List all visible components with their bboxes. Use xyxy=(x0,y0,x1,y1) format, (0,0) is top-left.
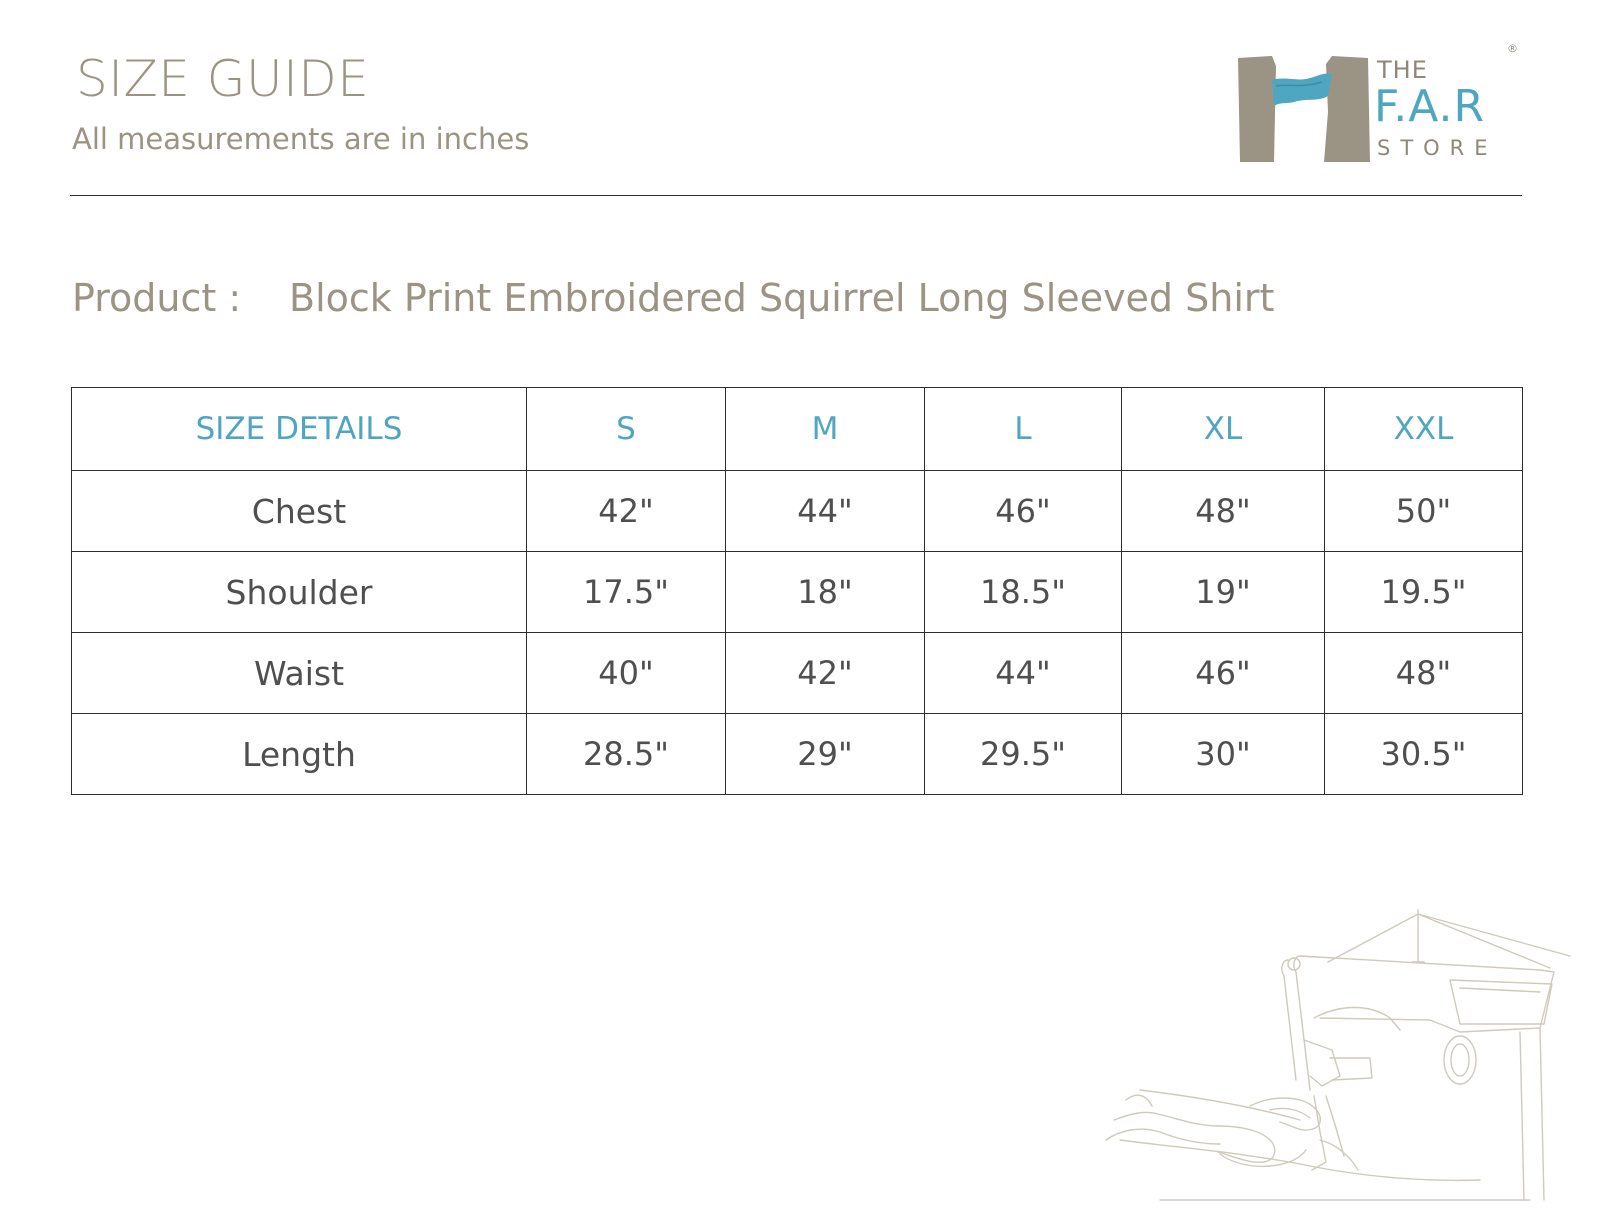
table-cell: 44" xyxy=(726,471,925,552)
table-cell: 18" xyxy=(726,552,925,633)
header-size-xxl: XXL xyxy=(1325,388,1523,471)
product-label: Product : xyxy=(72,276,242,320)
table-cell: 19" xyxy=(1122,552,1325,633)
page-title: SIZE GUIDE xyxy=(76,50,370,108)
table-header-row xyxy=(72,388,1523,471)
table-row-length xyxy=(72,714,1523,795)
product-name: Block Print Embroidered Squirrel Long Sleeved Shirt xyxy=(289,276,1275,320)
brand-logo xyxy=(1236,40,1526,172)
row-label: Chest xyxy=(72,471,527,552)
header-divider xyxy=(70,195,1522,196)
table-cell: 30" xyxy=(1122,714,1325,795)
logo-text-the: THE xyxy=(1377,56,1428,84)
registered-mark: ® xyxy=(1507,42,1518,55)
table-cell: 46" xyxy=(1122,633,1325,714)
logo-text-far: F.A.R xyxy=(1374,81,1486,132)
logo-mark-icon xyxy=(1236,52,1376,162)
header-size-xl: XL xyxy=(1122,388,1325,471)
row-label: Length xyxy=(72,714,527,795)
size-table xyxy=(71,387,1523,795)
table-row-waist xyxy=(72,633,1523,714)
logo-text-store: STORE xyxy=(1377,136,1498,160)
header-size-details: SIZE DETAILS xyxy=(72,388,527,471)
page-subtitle: All measurements are in inches xyxy=(72,122,530,156)
table-row-chest xyxy=(72,471,1523,552)
row-label: Waist xyxy=(72,633,527,714)
table-cell: 29" xyxy=(726,714,925,795)
table-cell: 48" xyxy=(1325,633,1523,714)
sewing-machine-icon xyxy=(1100,900,1600,1210)
table-cell: 18.5" xyxy=(925,552,1122,633)
header-size-s: S xyxy=(527,388,726,471)
table-cell: 44" xyxy=(925,633,1122,714)
table-cell: 42" xyxy=(527,471,726,552)
header-size-l: L xyxy=(925,388,1122,471)
table-cell: 19.5" xyxy=(1325,552,1523,633)
table-cell: 17.5" xyxy=(527,552,726,633)
table-cell: 46" xyxy=(925,471,1122,552)
table-cell: 40" xyxy=(527,633,726,714)
table-cell: 50" xyxy=(1325,471,1523,552)
table-cell: 30.5" xyxy=(1325,714,1523,795)
row-label: Shoulder xyxy=(72,552,527,633)
header-size-m: M xyxy=(726,388,925,471)
table-cell: 29.5" xyxy=(925,714,1122,795)
table-cell: 28.5" xyxy=(527,714,726,795)
table-row-shoulder xyxy=(72,552,1523,633)
table-cell: 42" xyxy=(726,633,925,714)
table-cell: 48" xyxy=(1122,471,1325,552)
product-line xyxy=(72,276,1274,320)
